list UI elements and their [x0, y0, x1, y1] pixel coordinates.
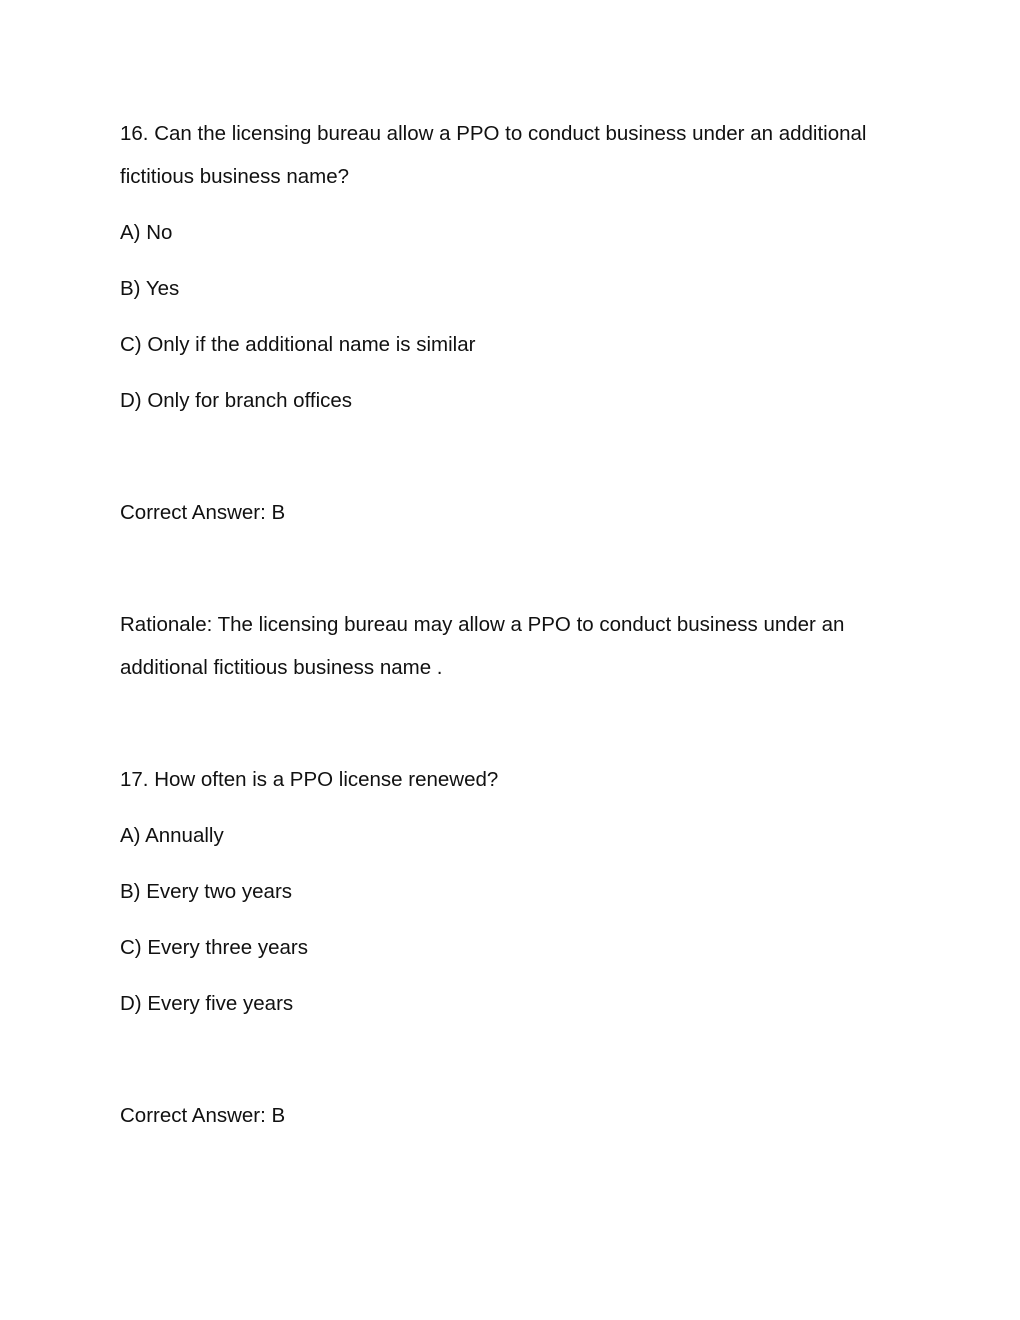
q17-correct-answer: Correct Answer: B	[120, 1104, 286, 1127]
q17-option-a: A) Annually	[120, 824, 224, 847]
q17-option-b: B) Every two years	[120, 880, 293, 903]
q16-question-line-1: 16. Can the licensing bureau allow a PPO to conduct business under an additional	[120, 122, 867, 145]
q16-question-line-2: fictitious business name?	[120, 165, 350, 188]
q17-option-d: D) Every five years	[120, 992, 294, 1015]
q17-option-c: C) Every three years	[120, 936, 308, 959]
q16-correct-answer: Correct Answer: B	[120, 501, 286, 524]
q16-rationale-line-1: Rationale: The licensing bureau may allow a PPO to conduct business under an	[120, 613, 845, 636]
q16-option-c: C) Only if the additional name is similar	[120, 333, 476, 356]
q16-option-b: B) Yes	[120, 277, 180, 300]
q16-rationale-line-2: additional fictitious business name .	[120, 656, 443, 679]
q16-option-a: A) No	[120, 221, 173, 244]
q16-option-d: D) Only for branch offices	[120, 389, 353, 412]
q17-question: 17. How often is a PPO license renewed?	[120, 768, 499, 791]
